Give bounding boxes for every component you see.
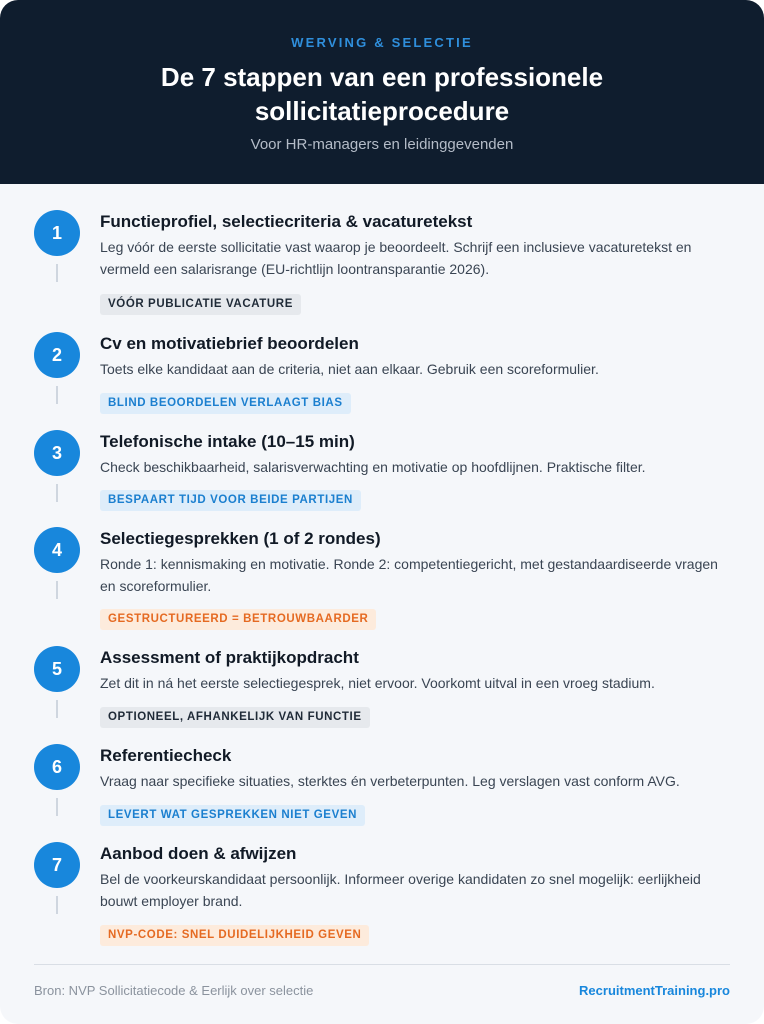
timeline-connector <box>56 700 58 718</box>
page-subtitle: Voor HR-managers en leidinggevenden <box>250 136 514 153</box>
step-number-badge: 3 <box>34 430 80 476</box>
step-title: Assessment of praktijkopdracht <box>100 648 359 667</box>
step-title: Selectiegesprekken (1 of 2 rondes) <box>100 529 381 548</box>
step-title: Referentiecheck <box>100 746 232 765</box>
page-title: De 7 stappen van een professionele sollicitatieprocedure <box>160 62 604 126</box>
step-tag: BESPAART TIJD VOOR BEIDE PARTIJEN <box>100 490 361 511</box>
step-number-badge: 7 <box>34 842 80 888</box>
source-credit: Bron: NVP Sollicitatiecode & Eerlijk over selectie <box>34 983 314 998</box>
eyebrow-label: WERVING & SELECTIE <box>291 35 473 50</box>
timeline-connector <box>56 484 58 502</box>
header <box>0 0 764 184</box>
brand-link[interactable]: RecruitmentTraining.pro <box>579 983 730 998</box>
step-tag: NVP-CODE: SNEL DUIDELIJKHEID GEVEN <box>100 925 369 946</box>
step-description: Toets elke kandidaat aan de criteria, niet aan elkaar. Gebruik een scoreformulier. <box>100 361 599 377</box>
step-tag: VÓÓR PUBLICATIE VACATURE <box>100 294 301 315</box>
step-title: Functieprofiel, selectiecriteria & vacaturetekst <box>100 212 473 231</box>
step-number-badge: 1 <box>34 210 80 256</box>
step-title: Telefonische intake (10–15 min) <box>100 432 355 451</box>
footer-divider <box>34 964 730 965</box>
step-number-badge: 2 <box>34 332 80 378</box>
timeline-connector <box>56 798 58 816</box>
step-title: Cv en motivatiebrief beoordelen <box>100 334 359 353</box>
timeline-connector <box>56 264 58 282</box>
step-number-badge: 4 <box>34 527 80 573</box>
step-tag: BLIND BEOORDELEN VERLAAGT BIAS <box>100 393 351 414</box>
step-description: Leg vóór de eerste sollicitatie vast waarop je beoordeelt. Schrijf een inclusieve vacaturetekst en vermeld een salarisrange (EU-richtlijn loontransparantie 2026). <box>100 239 692 277</box>
step-number-badge: 5 <box>34 646 80 692</box>
step-description: Vraag naar specifieke situaties, sterktes én verbeterpunten. Leg verslagen vast conform AVG. <box>100 773 680 789</box>
step-tag: GESTRUCTUREERD = BETROUWBAARDER <box>100 609 376 630</box>
step-number-badge: 6 <box>34 744 80 790</box>
step-title: Aanbod doen & afwijzen <box>100 844 297 863</box>
step-description: Bel de voorkeurskandidaat persoonlijk. Informeer overige kandidaten zo snel mogelijk: eerlijkheid bouwt employer brand. <box>100 871 701 909</box>
step-tag: LEVERT WAT GESPREKKEN NIET GEVEN <box>100 805 365 826</box>
step-description: Check beschikbaarheid, salarisverwachting en motivatie op hoofdlijnen. Praktische filter. <box>100 459 646 475</box>
step-tag: OPTIONEEL, AFHANKELIJK VAN FUNCTIE <box>100 707 370 728</box>
step-description: Zet dit in ná het eerste selectiegesprek, niet ervoor. Voorkomt uitval in een vroeg stadium. <box>100 675 655 691</box>
timeline-connector <box>56 386 58 404</box>
step-description: Ronde 1: kennismaking en motivatie. Ronde 2: competentiegericht, met gestandaardiseerde vragen en scoreformulier. <box>100 556 718 594</box>
timeline-connector <box>56 581 58 599</box>
timeline-connector <box>56 896 58 914</box>
